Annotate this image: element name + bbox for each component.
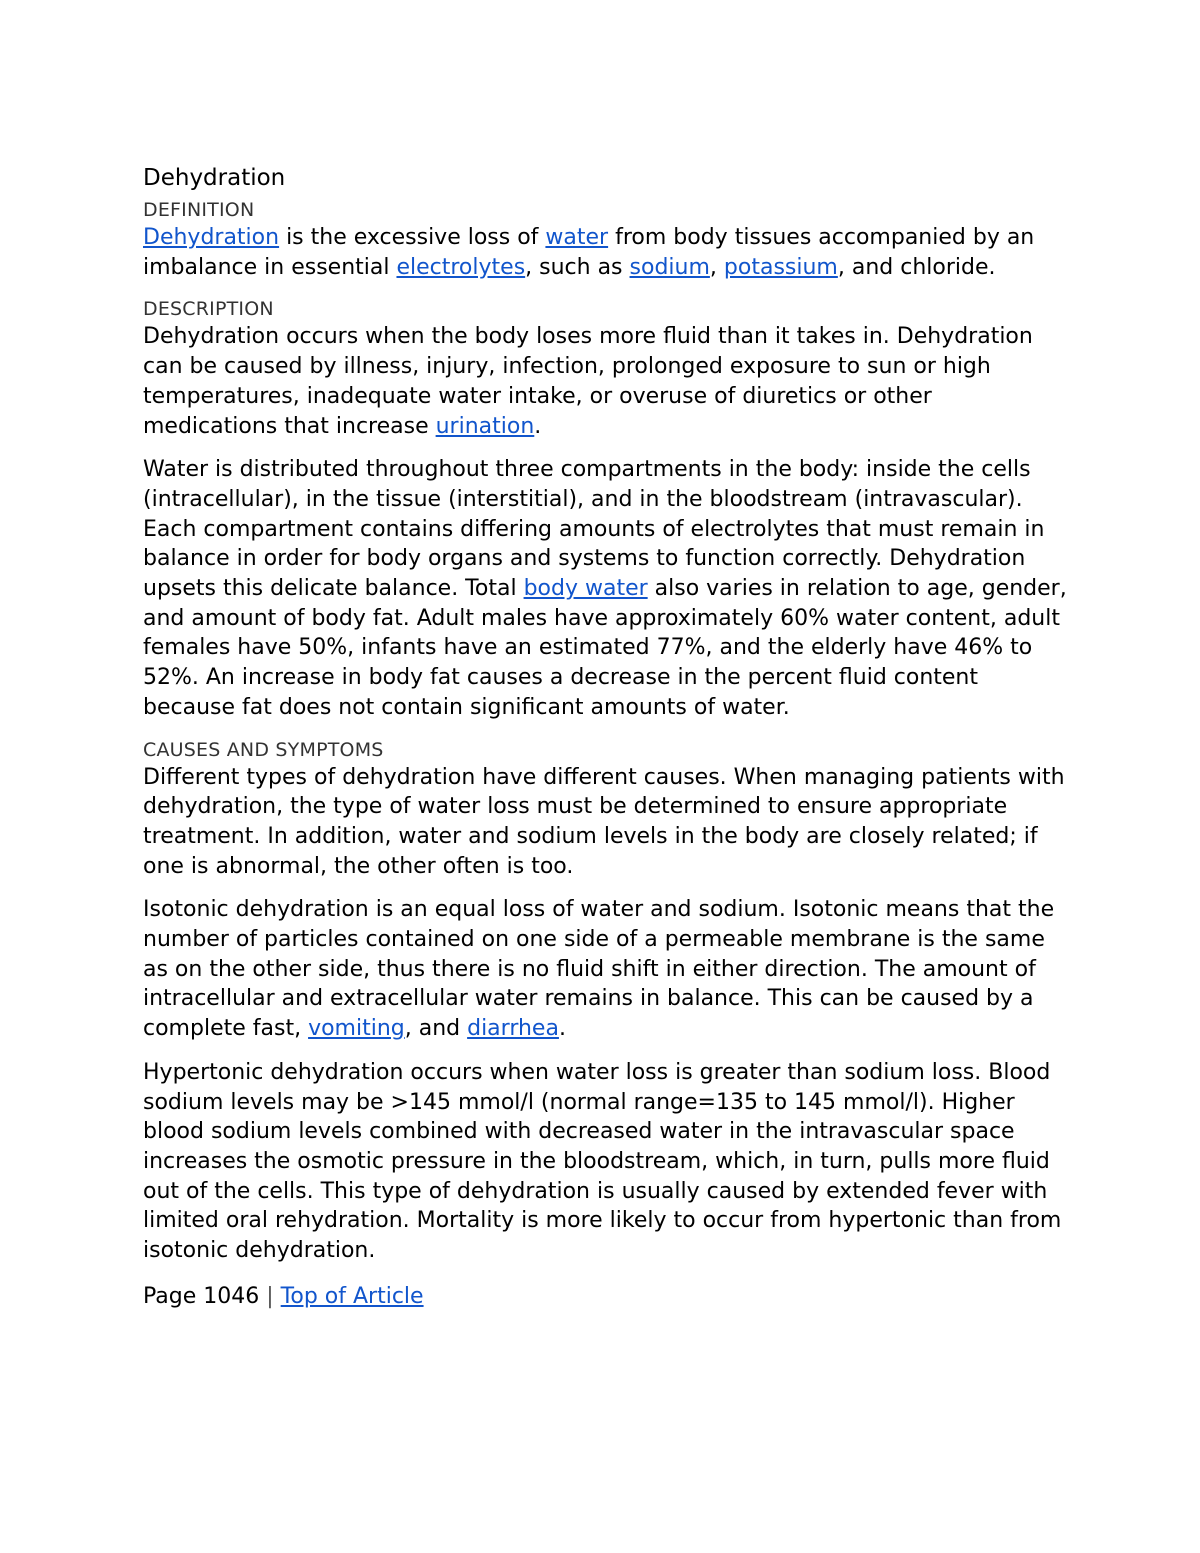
page-number: Page 1046 [143, 1283, 260, 1309]
body-water-link[interactable]: body water [523, 576, 648, 602]
description-p1-text-1: Dehydration occurs when the body loses more fluid than it takes in. Dehydration can be caused by illness, injury, infection, prolonged exposure to sun or high temperatures, inadequate water intake, or overuse of diuretics or other medications that increase [143, 324, 1033, 439]
page-footer [143, 1282, 1073, 1312]
article-title: Dehydration [143, 165, 286, 191]
definition-heading: DEFINITION [143, 199, 255, 221]
causes-p2-text-3: . [558, 1016, 566, 1042]
water-link[interactable]: water [545, 225, 609, 250]
top-of-article-link[interactable]: Top of Article [280, 1283, 424, 1309]
causes-p2-text-2: , and [404, 1016, 468, 1042]
causes-heading: CAUSES AND SYMPTOMS [143, 738, 384, 761]
urination-link[interactable]: urination [435, 413, 535, 439]
description-p1-text-2: . [534, 413, 542, 439]
causes-paragraph-3: Hypertonic dehydration occurs when water loss is greater than sodium loss. Blood sodium levels may be >145 mmol/l (normal range=135 to 145 mmol/l). Higher blood sodium levels combined with decreased water in the intravascular space increases the osmotic pressure in the bloodstream, which, in turn, pulls more fluid out of the cells. This type of dehydration is usually caused by extended fever with limited oral rehydration. Mortality is more likely to occur from hypertonic than from isotonic dehydration. [143, 1059, 1062, 1264]
definition-text-2: from body tissues accompanied by an imbalance in essential [143, 225, 1035, 280]
description-p2-text-2: also varies in relation to age, gender, and amount of body fat. Adult males have approximately 60% water content, adult females have 50%, infants have an estimated 77%, and the elderly have 46% to 52%. An increase in body fat causes a decrease in the percent fluid content because fat does not contain significant amounts of water. [143, 576, 1067, 720]
footer-separator: | [266, 1283, 274, 1309]
vomiting-link[interactable]: vomiting [308, 1016, 405, 1042]
sodium-link[interactable]: sodium [629, 254, 710, 280]
description-paragraph-2 [143, 455, 1073, 722]
causes-paragraph-2 [143, 895, 1073, 1044]
description-heading: DESCRIPTION [143, 298, 274, 321]
definition-text-5: , and chloride. [837, 254, 996, 280]
diarrhea-link[interactable]: diarrhea [467, 1016, 559, 1042]
definition-paragraph [143, 223, 1073, 282]
definition-text-1: is the excessive loss of [279, 225, 546, 250]
causes-p2-text-1: Isotonic dehydration is an equal loss of water and sodium. Isotonic means that the number of particles contained on one side of a permeable membrane is the same as on the other side, thus there is no fluid shift in either direction. The amount of intracellular and extracellular water remains in balance. This can be caused by a complete fast, [143, 897, 1055, 1042]
definition-text-3: , such as [525, 254, 630, 280]
potassium-link[interactable]: potassium [723, 254, 838, 280]
electrolytes-link[interactable]: electrolytes [396, 254, 526, 280]
dehydration-link[interactable]: Dehydration [143, 225, 280, 250]
document-page [143, 160, 1073, 1312]
description-paragraph-1 [143, 322, 1073, 441]
causes-paragraph-1: Different types of dehydration have different causes. When managing patients with dehydration, the type of water loss must be determined to ensure appropriate treatment. In addition, water and sodium levels in the body are closely related; if one is abnormal, the other often is too. [143, 764, 1065, 879]
description-p2-text-1: Water is distributed throughout three compartments in the body: inside the cells (intracellular), in the tissue (interstitial), and in the bloodstream (intravascular). Each compartment contains differing amounts of electrolytes that must remain in balance in order for body organs and systems to function correctly. Dehydration upsets this delicate balance. Total [143, 457, 1045, 602]
definition-text-4: , [709, 254, 724, 280]
